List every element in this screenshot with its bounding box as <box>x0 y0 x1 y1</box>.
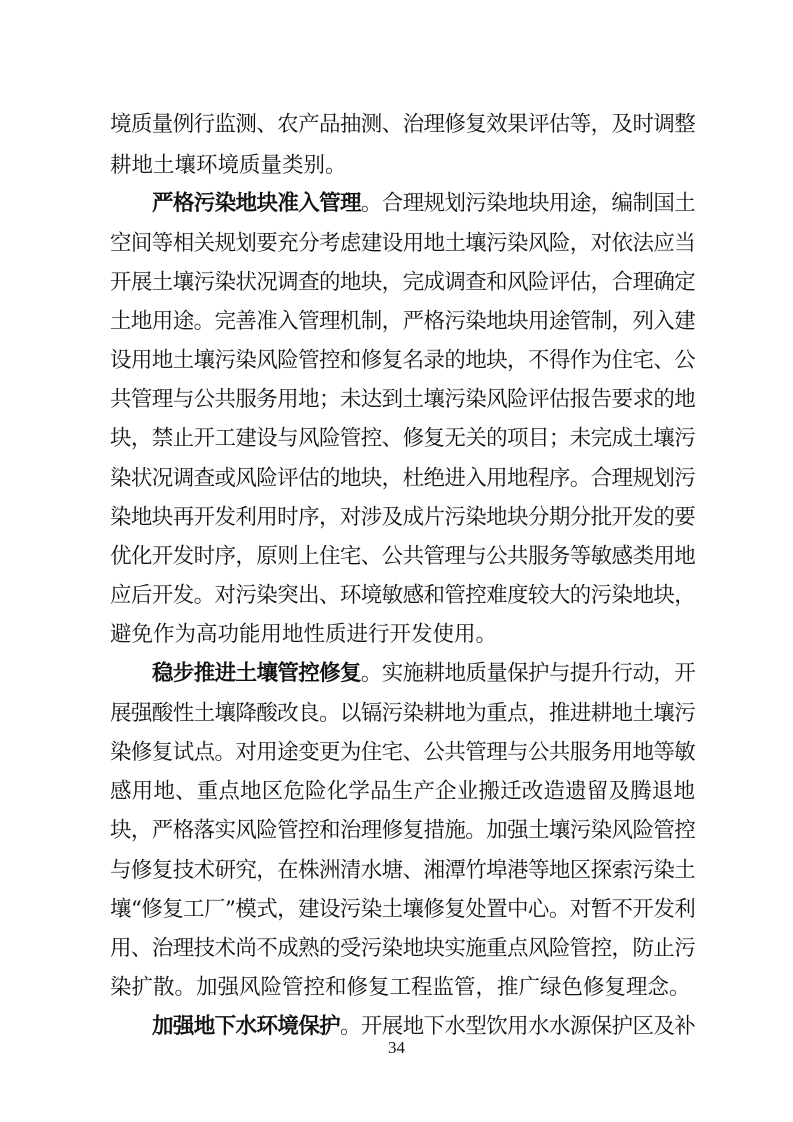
body-line: 感用地、重点地区危险化学品生产企业搬迁改造遗留及腾退地 <box>110 779 695 804</box>
body-line: 避免作为高功能用地性质进行开发使用。 <box>110 622 498 647</box>
body-line: 耕地土壤环境质量类别。 <box>110 153 347 178</box>
body-line: 染修复试点。对用途变更为住宅、公共管理与公共服务用地等敏 <box>110 740 695 765</box>
section-heading-line: 严格污染地块准入管理。合理规划污染地块用途，编制国土 <box>152 191 695 216</box>
body-line: 设用地土壤污染风险管控和修复名录的地块，不得作为住宅、公 <box>110 348 695 373</box>
body-line: 染状况调查或风险评估的地块，杜绝进入用地程序。合理规划污 <box>110 466 695 491</box>
body-line: 壤“修复工厂”模式，建设污染土壤修复处置中心。对暂不开发利 <box>110 897 695 922</box>
body-line: 土地用途。完善准入管理机制，严格污染地块用途管制，列入建 <box>110 309 695 334</box>
body-line: 与修复技术研究，在株洲清水塘、湘潭竹埠港等地区探索污染土 <box>110 858 695 883</box>
body-line: 块，严格落实风险管控和治理修复措施。加强土壤污染风险管控 <box>110 818 695 843</box>
body-line: 块，禁止开工建设与风险管控、修复无关的项目；未完成土壤污 <box>110 426 695 451</box>
body-line: 用、治理技术尚不成熟的受污染地块实施重点风险管控，防止污 <box>110 936 695 961</box>
body-line: 应后开发。对污染突出、环境敏感和管控难度较大的污染地块， <box>110 583 695 608</box>
section-heading-line: 稳步推进土壤管控修复。实施耕地质量保护与提升行动，开 <box>152 661 695 686</box>
body-line: 染扩散。加强风险管控和修复工程监管，推广绿色修复理念。 <box>110 975 691 1000</box>
body-line: 染地块再开发利用时序，对涉及成片污染地块分期分批开发的要 <box>110 505 695 530</box>
body-line: 展强酸性土壤降酸改良。以镉污染耕地为重点，推进耕地土壤污 <box>110 701 695 726</box>
page-number: 34 <box>388 1038 405 1057</box>
section-heading: 稳步推进土壤管控修复 <box>152 661 361 686</box>
body-line: 境质量例行监测、农产品抽测、治理修复效果评估等，及时调整 <box>110 112 695 137</box>
section-heading: 加强地下水环境保护 <box>152 1014 340 1039</box>
body-line: 空间等相关规划要充分考虑建设用地土壤污染风险，对依法应当 <box>110 231 695 256</box>
body-line: 优化开发时序，原则上住宅、公共管理与公共服务等敏感类用地 <box>110 544 695 569</box>
section-heading: 严格污染地块准入管理 <box>152 191 361 216</box>
body-line: 开展土壤污染状况调查的地块，完成调查和风险评估，合理确定 <box>110 270 695 295</box>
body-line: 共管理与公共服务用地；未达到土壤污染风险评估报告要求的地 <box>110 387 695 412</box>
section-heading-line: 加强地下水环境保护。开展地下水型饮用水水源保护区及补 <box>152 1014 695 1039</box>
